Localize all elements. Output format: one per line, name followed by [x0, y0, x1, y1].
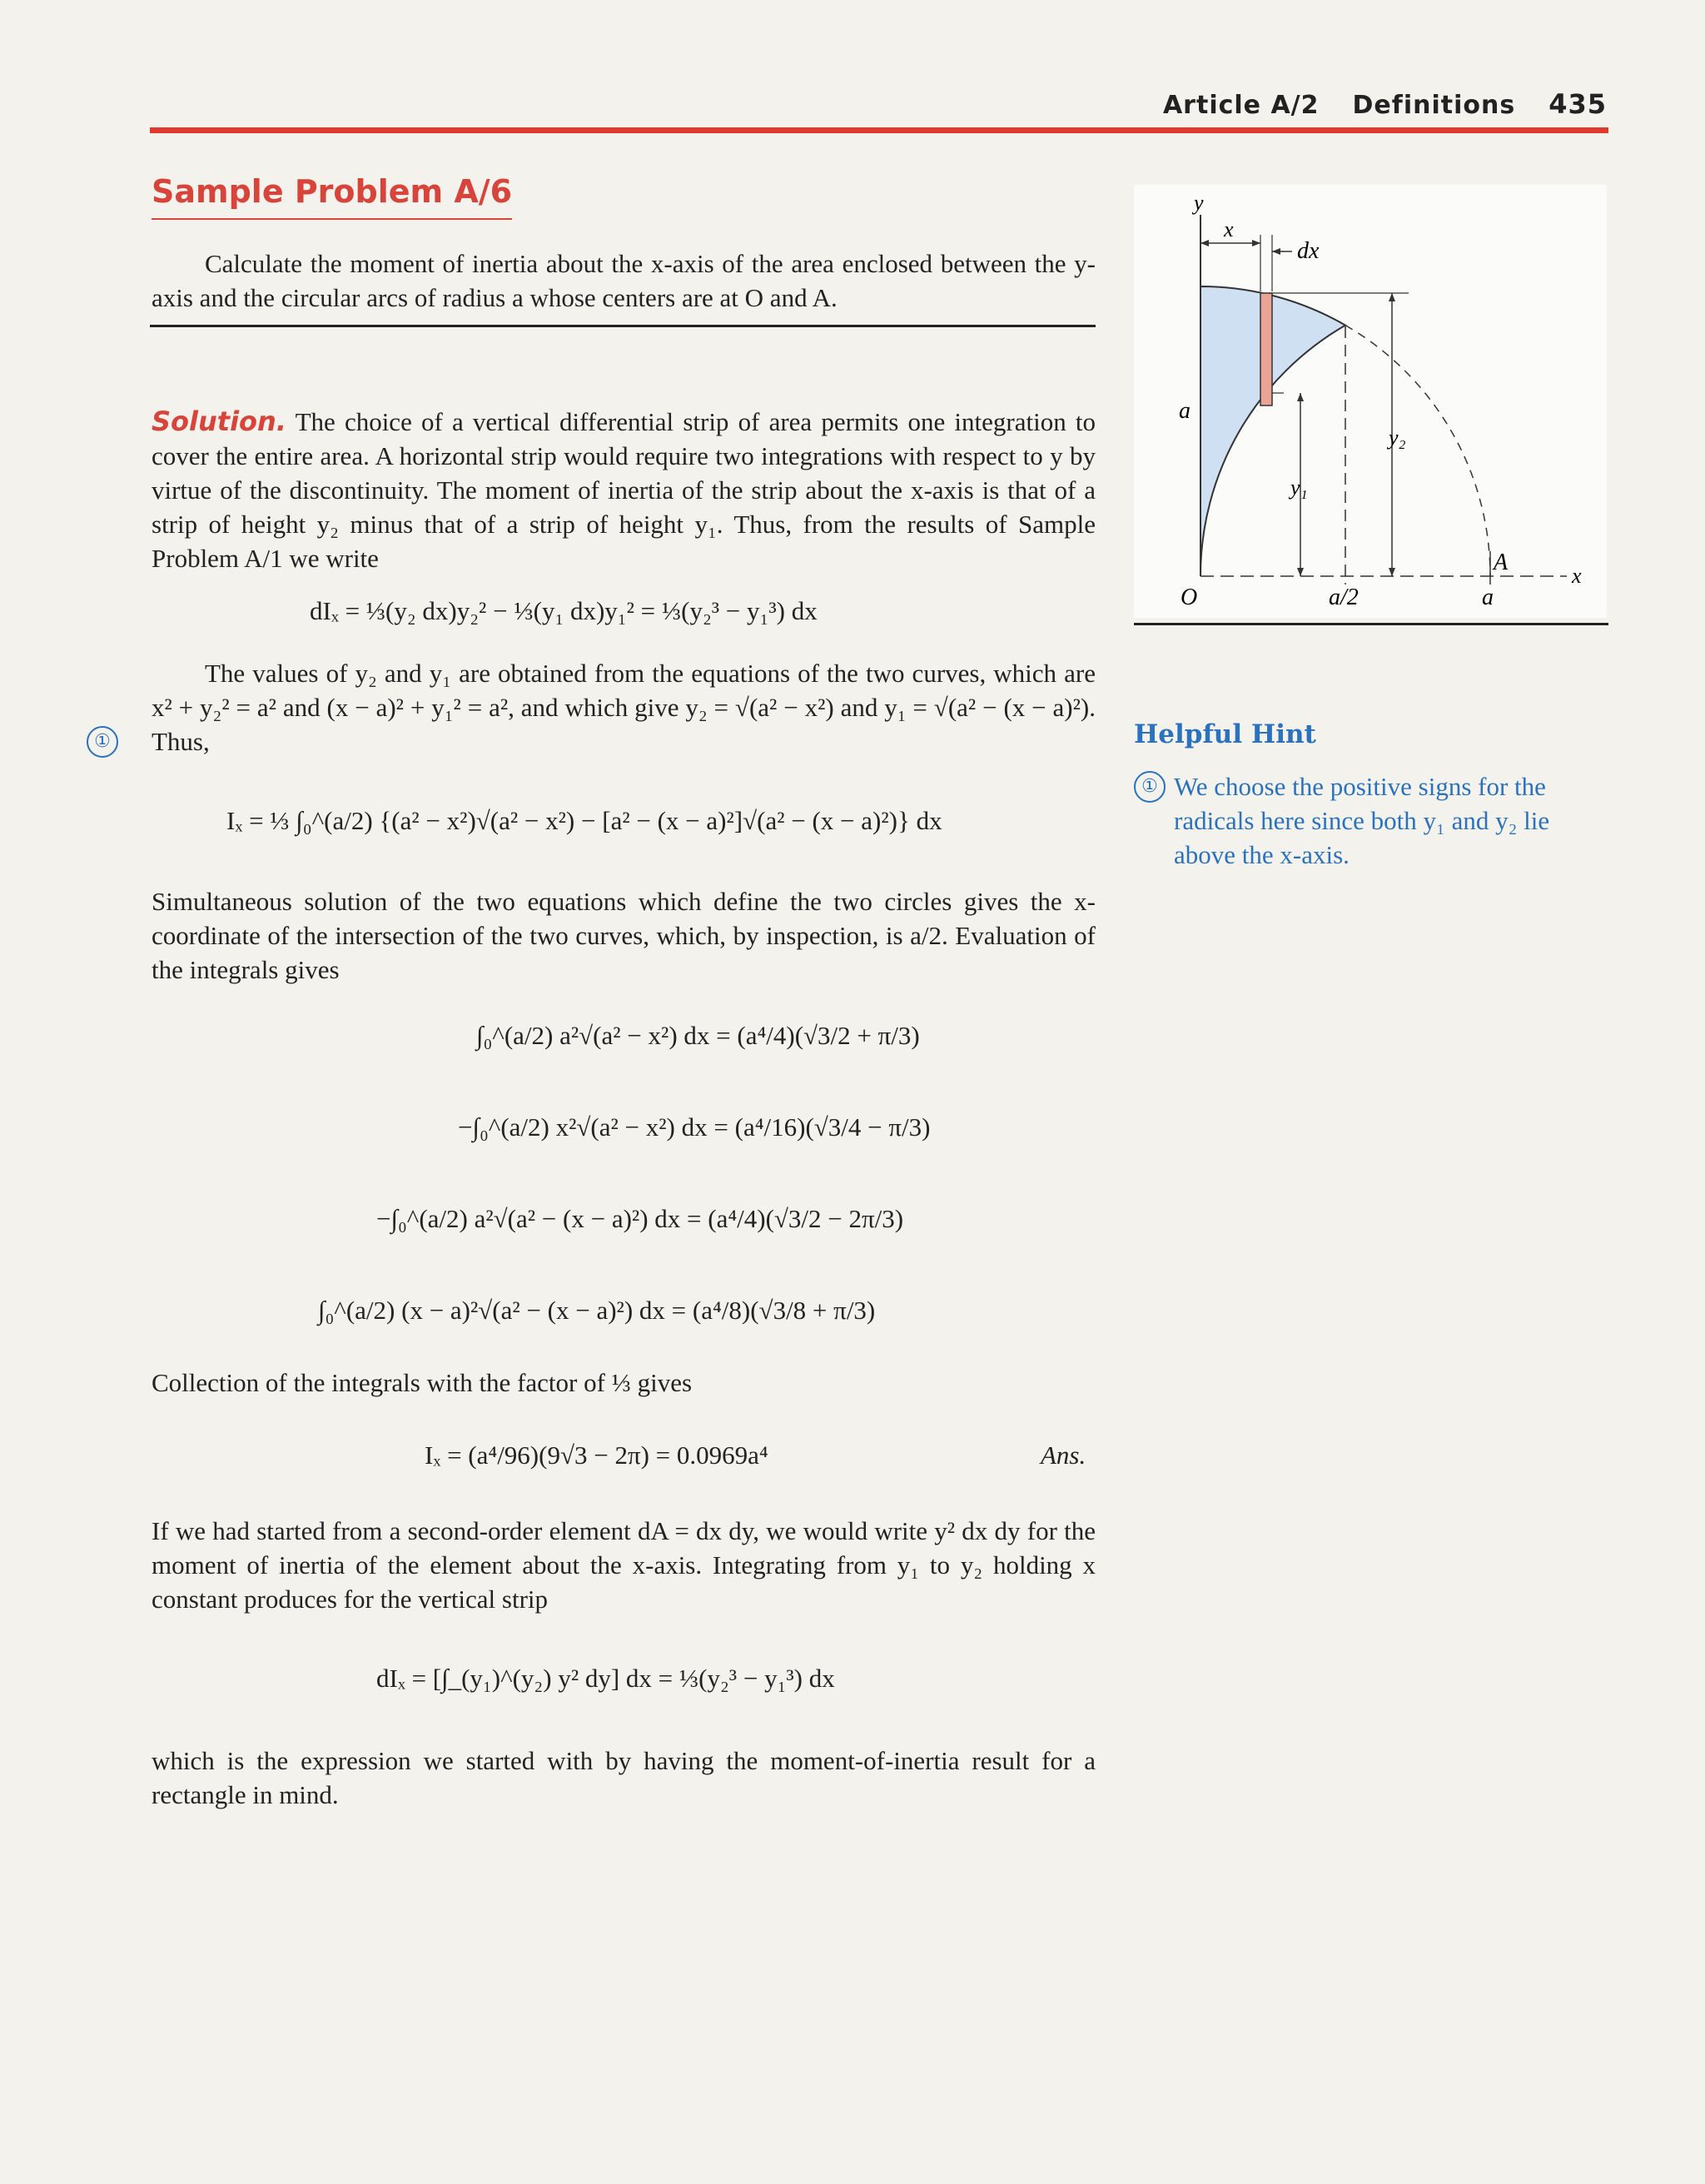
differential-strip	[1260, 293, 1272, 405]
solution-paragraph-1	[152, 405, 1096, 575]
figure	[1134, 185, 1607, 618]
header-rule	[150, 127, 1608, 133]
label-x-axis: x	[1572, 564, 1582, 588]
hint-marker-1[interactable]: ①	[87, 726, 118, 758]
hint-marker: ①	[1134, 771, 1166, 803]
result-equation: Iₓ = (a⁴/96)(9√3 − 2π) = 0.0969a⁴	[425, 1440, 768, 1470]
label-half-a: a/2	[1329, 585, 1359, 610]
integral-1: ∫₀^(a/2) a²√(a² − x²) dx = (a⁴/4)(√3/2 + π/3)	[476, 1021, 920, 1050]
figure-rule	[1134, 623, 1608, 625]
statement-rule	[150, 325, 1096, 327]
label-y2: y₂	[1389, 425, 1406, 450]
solution-paragraph-6: which is the expression we started with by having the moment-of-inertia result for a rectangle in mind.	[152, 1746, 1096, 1809]
label-a-bottom: a	[1482, 585, 1494, 610]
article-label: Article A/2	[1162, 91, 1320, 120]
solution-paragraph-3: Simultaneous solution of the two equations which define the two circles gives the x-coordinate of the intersection of the two curves, which, by inspection, is a/2. Evaluation of the integrals gives	[152, 887, 1096, 984]
label-y1: y₁	[1290, 475, 1308, 500]
solution-paragraph-2: The values of y₂ and y₁ are obtained from the equations of the two curves, which are x² + y₂² = a² and (x − a)² + y₁² = a², and which give y₂ = √(a² − x²) and y₁ = √(a² − (x − a)²). Thus,	[152, 659, 1096, 756]
label-dx: dx	[1297, 238, 1320, 264]
problem-statement: Calculate the moment of inertia about the x-axis of the area enclosed between the y-axis and the circular arcs of radius a whose centers are at O and A.	[152, 249, 1096, 312]
sample-problem-title: Sample Problem A/6	[152, 173, 512, 220]
area-region	[1200, 286, 1345, 576]
helpful-hint-title: Helpful Hint	[1134, 719, 1316, 749]
equation-Ix: Iₓ = ⅓ ∫₀^(a/2) {(a² − x²)√(a² − x²) − [a² − (x − a)²]√(a² − (x − a)²)} dx	[226, 806, 942, 835]
page-header	[1163, 88, 1607, 120]
answer-label: Ans.	[1041, 1440, 1086, 1470]
section-label: Definitions	[1352, 91, 1516, 120]
solution-text-1: The choice of a vertical differential strip of area permits one integration to cover the entire area. A horizontal strip would require two integrations with respect to y by virtue of the discontinuity. The moment of inertia of the strip about the x-axis is that of a strip of height y₂ minus that of a strip of height y₁. Thus, from the results of Sample Problem A/1 we write	[152, 407, 1096, 573]
equation-second-order: dIₓ = [∫_(y₁)^(y₂) y² dy] dx = ⅓(y₂³ − y₁³) dx	[376, 1664, 835, 1693]
integral-3: −∫₀^(a/2) a²√(a² − (x − a)²) dx = (a⁴/4)(√3/2 − 2π/3)	[376, 1204, 904, 1233]
label-y: y	[1194, 191, 1204, 215]
solution-label: Solution.	[152, 405, 286, 437]
solution-paragraph-5: If we had started from a second-order element dA = dx dy, we would write y² dx dy for the moment of inertia of the element about the x-axis. Integrating from y₁ to y₂ holding x constant produces for the vertical strip	[152, 1516, 1096, 1614]
page-number: 435	[1548, 88, 1607, 120]
helpful-hint-text: We choose the positive signs for the radicals here since both y₁ and y₂ lie above the x-axis.	[1174, 772, 1550, 869]
label-x-top: x	[1224, 217, 1234, 241]
solution-paragraph-4: Collection of the integrals with the factor of ⅓ gives	[152, 1368, 693, 1397]
equation-dIx: dIₓ = ⅓(y₂ dx)y₂² − ⅓(y₁ dx)y₁² = ⅓(y₂³ − y₁³) dx	[310, 596, 818, 625]
label-O: O	[1181, 585, 1198, 610]
label-a-side: a	[1179, 398, 1191, 424]
dashed-arc	[1345, 326, 1490, 576]
label-A: A	[1494, 550, 1509, 575]
integral-4: ∫₀^(a/2) (x − a)²√(a² − (x − a)²) dx = (a⁴/8)(√3/8 + π/3)	[318, 1296, 876, 1325]
integral-2: −∫₀^(a/2) x²√(a² − x²) dx = (a⁴/16)(√3/4 − π/3)	[458, 1112, 931, 1142]
figure-diagram	[1134, 185, 1607, 618]
